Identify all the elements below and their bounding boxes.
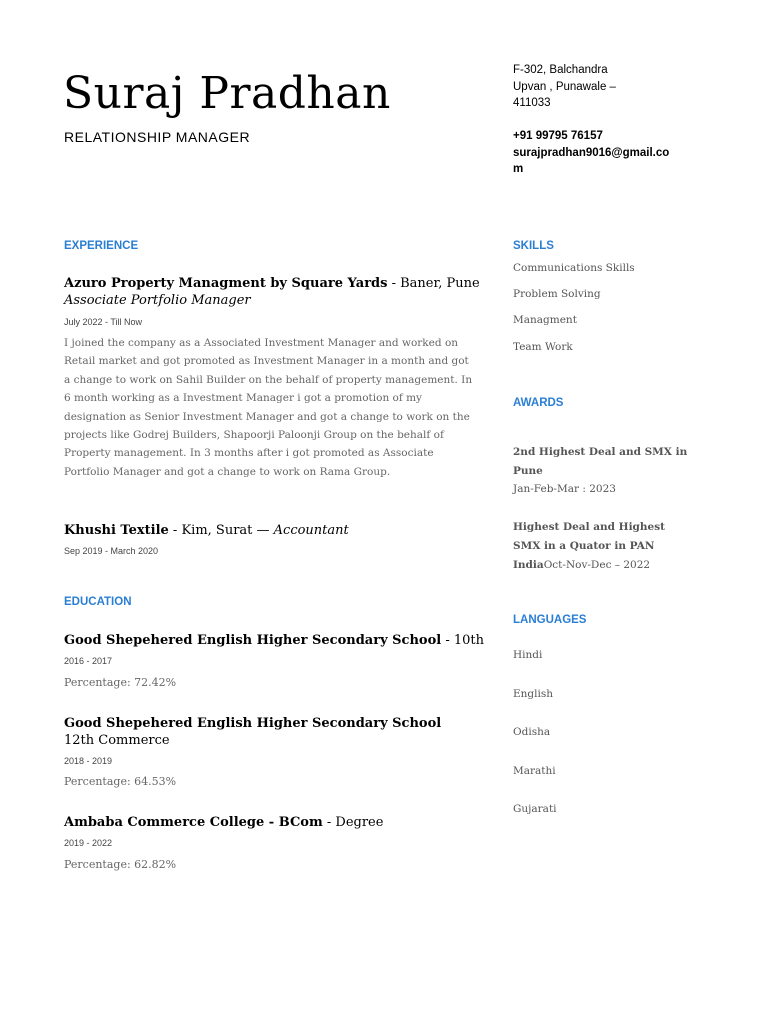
- job-position: [64, 292, 251, 309]
- skill-item: Communications Skills: [513, 262, 635, 274]
- education-dates: 2019 - 2022: [64, 838, 113, 848]
- job-entry-title: [64, 275, 480, 292]
- education-dates: 2018 - 2019: [64, 756, 113, 766]
- education-percentage: Percentage: 72.42%: [64, 676, 177, 689]
- position-title: Accountant: [273, 523, 349, 538]
- language-item: Marathi: [513, 765, 556, 777]
- skills-heading: SKILLS: [513, 240, 554, 252]
- education-level: - 10th: [441, 633, 484, 648]
- phone-number: +91 99795 76157: [513, 130, 603, 142]
- award-date: Jan-Feb-Mar : 2023: [513, 483, 616, 495]
- job-dates: Sep 2019 - March 2020: [64, 546, 159, 556]
- education-dates: 2016 - 2017: [64, 656, 113, 666]
- languages-heading: LANGUAGES: [513, 614, 587, 626]
- email-address[interactable]: surajpradhan9016@gmail.co: [513, 146, 670, 159]
- language-item: Hindi: [513, 649, 543, 661]
- job-location: - Kim, Surat —: [168, 523, 274, 538]
- job-location: - Baner, Pune: [387, 276, 480, 291]
- skill-item: Problem Solving: [513, 288, 601, 300]
- language-item: English: [513, 688, 554, 700]
- address-line: 411033: [513, 97, 551, 109]
- contact-block: [513, 128, 688, 178]
- experience-heading: EXPERIENCE: [64, 240, 139, 252]
- education-entry-title: [64, 814, 383, 831]
- company-name: Azuro Property Managment by Square Yards: [64, 276, 388, 291]
- education-entry-title: [64, 715, 441, 732]
- company-name: Khushi Textile: [64, 523, 169, 538]
- education-percentage: Percentage: 64.53%: [64, 775, 177, 788]
- job-title-heading: RELATIONSHIP MANAGER: [64, 129, 251, 145]
- education-entry-title: [64, 632, 484, 649]
- education-heading: EDUCATION: [64, 596, 132, 608]
- award-date: Oct-Nov-Dec – 2022: [543, 558, 651, 571]
- job-dates: July 2022 - Till Now: [64, 317, 143, 327]
- skill-item: Managment: [513, 314, 577, 326]
- education-percentage: Percentage: 62.82%: [64, 858, 177, 871]
- education-level: - Degree: [322, 815, 384, 830]
- school-name: Good Shepehered English Higher Secondary School: [64, 633, 442, 648]
- email-address-wrap[interactable]: m: [513, 163, 524, 175]
- job-description: I joined the company as a Associated Investment Manager and worked on Retail market and got promoted as Investment Manager in a month and got a change to work on Sahil Builder on the behalf of property management. In 6 month working as a Investment Manager i got a promotion of my designation as Senior Investment Manager and got a change to work on the projects like Godrej Builders, Shapoorji Paloonji Group on the behalf of Property management. In 3 months after i got promoted as Associate Portfolio Manager and got a change to work on Rama Group.: [64, 337, 473, 478]
- address-block: [513, 62, 688, 112]
- education-level: 12th Commerce: [64, 733, 170, 748]
- job-entry-title: [64, 522, 349, 539]
- language-item: Gujarati: [513, 803, 557, 815]
- language-item: Odisha: [513, 726, 551, 738]
- address-line: F-302, Balchandra: [513, 64, 608, 76]
- award-title: Highest Deal and Highest SMX in a Quator in PAN India: [513, 521, 665, 571]
- award-title: 2nd Highest Deal and SMX in Pune: [513, 446, 688, 477]
- awards-heading: AWARDS: [513, 397, 564, 409]
- school-name: Good Shepehered English Higher Secondary School: [64, 716, 442, 731]
- award-entry: [513, 518, 683, 574]
- school-name: Ambaba Commerce College - BCom: [64, 815, 323, 830]
- position-title: Associate Portfolio Manager: [64, 293, 251, 308]
- skill-item: Team Work: [513, 341, 573, 353]
- candidate-name: Suraj Pradhan: [63, 68, 391, 119]
- address-line: Upvan , Punawale –: [513, 80, 616, 93]
